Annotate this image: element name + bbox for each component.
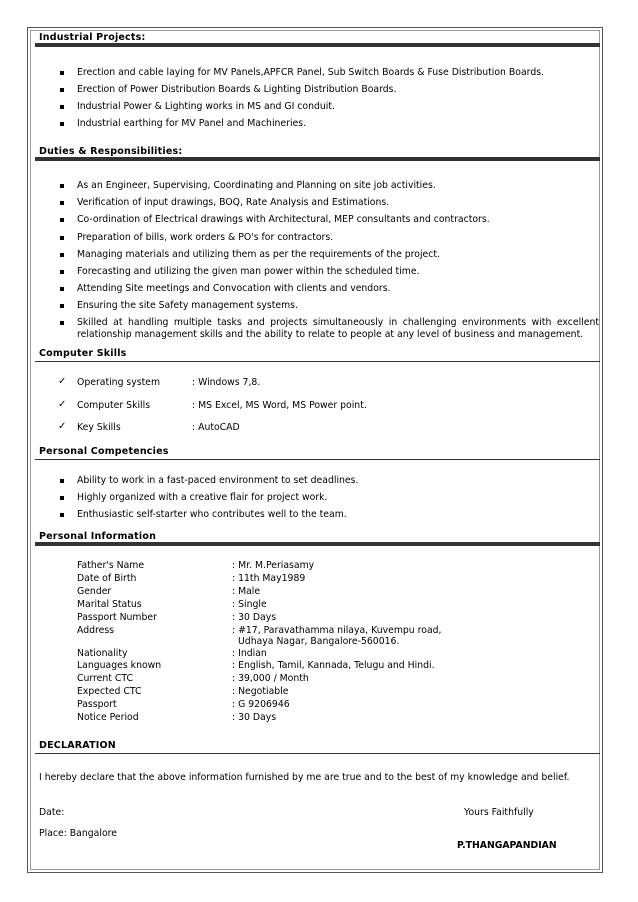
checkmark-icon: ✓ — [58, 421, 67, 432]
section-rule — [35, 753, 600, 754]
list-item: Industrial Power & Lighting works in MS and GI conduit. — [77, 101, 335, 112]
info-value: : 30 Days — [232, 612, 277, 623]
info-label: Date of Birth — [77, 573, 137, 584]
section-title-competencies: Personal Competencies — [39, 446, 169, 457]
bullet-icon — [60, 513, 64, 517]
bullet-icon — [60, 479, 64, 483]
list-item: Attending Site meetings and Convocation with clients and vendors. — [77, 283, 391, 294]
info-label: Marital Status — [77, 599, 142, 610]
list-item: Forecasting and utilizing the given man power within the scheduled time. — [77, 266, 420, 277]
info-value: : Male — [232, 586, 261, 597]
list-item: Skilled at handling multiple tasks and projects simultaneously in challenging environments with excellent relationship management skills and the ability to relate to people at any level of business and management. — [77, 317, 599, 340]
list-item: Erection of Power Distribution Boards & Lighting Distribution Boards. — [77, 84, 397, 95]
bullet-icon — [60, 253, 64, 257]
bullet-icon — [60, 71, 64, 75]
list-item: Ensuring the site Safety management systems. — [77, 300, 298, 311]
info-label: Father's Name — [77, 560, 145, 571]
bullet-icon — [60, 496, 64, 500]
section-rule — [35, 542, 600, 546]
info-value: : English, Tamil, Kannada, Telugu and Hindi. — [232, 660, 435, 671]
place-label: Place: Bangalore — [39, 828, 117, 839]
section-rule — [35, 157, 600, 161]
section-rule — [35, 43, 600, 47]
section-title-personal-info: Personal Information — [39, 531, 157, 542]
info-value-continued: Udhaya Nagar, Bangalore-560016. — [238, 636, 400, 647]
bullet-icon — [60, 122, 64, 126]
info-value: : Single — [232, 599, 267, 610]
section-title-declaration: DECLARATION — [39, 740, 116, 751]
list-item: Enthusiastic self-starter who contributes well to the team. — [77, 509, 347, 520]
info-value: : 39,000 / Month — [232, 673, 309, 684]
info-label: Nationality — [77, 648, 128, 659]
checkmark-icon: ✓ — [58, 376, 67, 387]
list-item: Managing materials and utilizing them as per the requirements of the project. — [77, 249, 440, 260]
info-label: Expected CTC — [77, 686, 142, 697]
list-item: Highly organized with a creative flair for project work. — [77, 492, 328, 503]
list-item: Preparation of bills, work orders & PO's for contractors. — [77, 232, 334, 243]
closing-text: Yours Faithfully — [464, 807, 534, 818]
bullet-icon — [60, 105, 64, 109]
bullet-icon — [60, 184, 64, 188]
bullet-icon — [60, 270, 64, 274]
info-value: : G 9206946 — [232, 699, 290, 710]
checkmark-icon: ✓ — [58, 399, 67, 410]
info-label: Notice Period — [77, 712, 139, 723]
list-item: Erection and cable laying for MV Panels,APFCR Panel, Sub Switch Boards & Fuse Distribution Boards. — [77, 67, 545, 78]
list-item: Industrial earthing for MV Panel and Machineries. — [77, 118, 307, 129]
bullet-icon — [60, 287, 64, 291]
skill-value: : MS Excel, MS Word, MS Power point. — [192, 400, 367, 411]
info-value: : #17, Paravathamma nilaya, Kuvempu road, — [232, 625, 442, 636]
info-value: : Negotiable — [232, 686, 289, 697]
list-item: Ability to work in a fast-paced environment to set deadlines. — [77, 475, 359, 486]
info-value: : 30 Days — [232, 712, 277, 723]
skill-value: : Windows 7,8. — [192, 377, 261, 388]
signature-name: P.THANGAPANDIAN — [457, 840, 557, 851]
skill-label: Computer Skills — [77, 400, 151, 411]
bullet-icon — [60, 218, 64, 222]
info-label: Current CTC — [77, 673, 133, 684]
info-label: Languages known — [77, 660, 162, 671]
list-item: Verification of input drawings, BOQ, Rate Analysis and Estimations. — [77, 197, 390, 208]
declaration-text: I hereby declare that the above information furnished by me are true and to the best of my knowledge and belief. — [39, 772, 570, 783]
skill-label: Key Skills — [77, 422, 121, 433]
section-title-industrial-projects: Industrial Projects: — [39, 32, 146, 43]
bullet-icon — [60, 321, 64, 325]
info-label: Passport Number — [77, 612, 157, 623]
info-value: : 11th May1989 — [232, 573, 306, 584]
list-item: As an Engineer, Supervising, Coordinating and Planning on site job activities. — [77, 180, 436, 191]
skill-value: : AutoCAD — [192, 422, 240, 433]
section-rule — [35, 361, 600, 362]
date-label: Date: — [39, 807, 65, 818]
info-label: Address — [77, 625, 115, 636]
info-label: Passport — [77, 699, 117, 710]
section-title-duties: Duties & Responsibilities: — [39, 146, 183, 157]
info-label: Gender — [77, 586, 112, 597]
skill-label: Operating system — [77, 377, 161, 388]
bullet-icon — [60, 88, 64, 92]
bullet-icon — [60, 304, 64, 308]
info-value: : Indian — [232, 648, 267, 659]
bullet-icon — [60, 201, 64, 205]
info-value: : Mr. M.Periasamy — [232, 560, 315, 571]
section-title-computer-skills: Computer Skills — [39, 348, 127, 359]
bullet-icon — [60, 236, 64, 240]
section-rule — [35, 459, 600, 460]
list-item: Co-ordination of Electrical drawings with Architectural, MEP consultants and contractors. — [77, 214, 490, 225]
